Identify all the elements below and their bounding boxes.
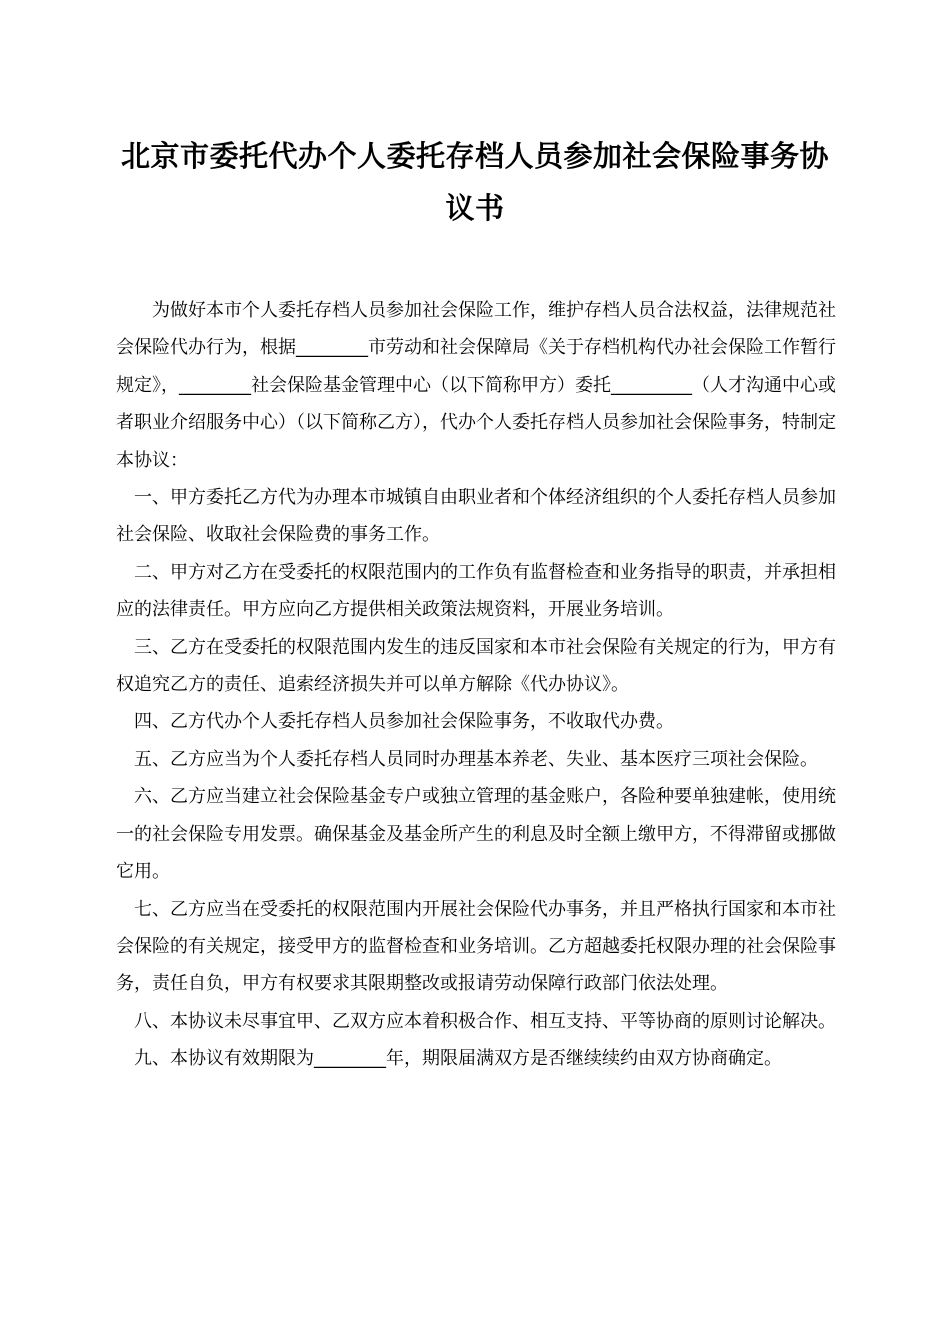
clause-2: 二、甲方对乙方在受委托的权限范围内的工作负有监督检查和业务指导的职责，并承担相应的法律责任。甲方应向乙方提供相关政策法规资料，开展业务培训。 [116, 561, 836, 621]
clause-3: 三、乙方在受委托的权限范围内发生的违反国家和本市社会保险有关规定的行为，甲方有权追究乙方的责任、追索经济损失并可以单方解除《代办协议》。 [116, 636, 836, 696]
clause-4: 四、乙方代办个人委托存档人员参加社会保险事务，不收取代办费。 [134, 711, 674, 733]
clause-7: 七、乙方应当在受委托的权限范围内开展社会保险代办事务，并且严格执行国家和本市社会保险的有关规定，接受甲方的监督检查和业务培训。乙方超越委托权限办理的社会保险事务，责任自负，甲方有权要求其限期整改或报请劳动保障行政部门依法处理。 [116, 898, 836, 995]
intro-paragraph: 为做好本市个人委托存档人员参加社会保险工作，维护存档人员合法权益，法律规范社会保险代办行为，根据________市劳动和社会保障局《关于存档机构代办社会保险工作暂行规定》，________社会保险基金管理中心（以下简称甲方）委托_________（人才沟通中心或者职业介绍服务中心）（以下简称乙方），代办个人委托存档人员参加社会保险事务，特制定本协议： [116, 300, 836, 471]
document-title: 北京市委托代办个人委托存档人员参加社会保险事务协议书 [120, 139, 829, 225]
clause-6: 六、乙方应当建立社会保险基金专户或独立管理的基金账户，各险种要单独建帐，使用统一的社会保险专用发票。确保基金及基金所产生的利息及时全额上缴甲方，不得滞留或挪做它用。 [116, 786, 836, 883]
clause-9: 九、本协议有效期限为________年，期限届满双方是否继续续约由双方协商确定。 [134, 1048, 782, 1070]
clause-5: 五、乙方应当为个人委托存档人员同时办理基本养老、失业、基本医疗三项社会保险。 [134, 748, 818, 770]
clause-8: 八、本协议未尽事宜甲、乙双方应本着积极合作、相互支持、平等协商的原则讨论解决。 [134, 1010, 836, 1032]
document-body [116, 292, 836, 1078]
clause-1: 一、甲方委托乙方代为办理本市城镇自由职业者和个体经济组织的个人委托存档人员参加社会保险、收取社会保险费的事务工作。 [116, 487, 836, 546]
